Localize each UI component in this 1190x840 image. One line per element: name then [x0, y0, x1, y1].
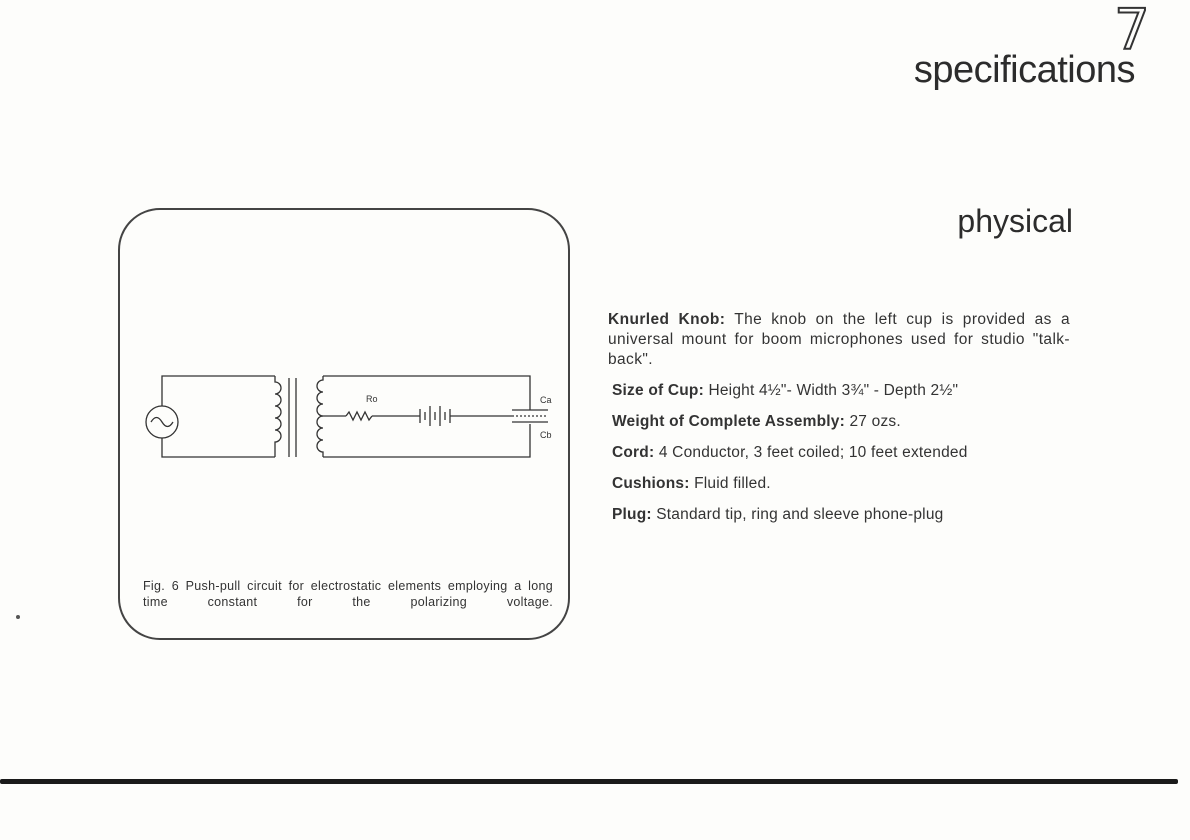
spec-label: Knurled Knob:	[608, 311, 726, 328]
figure-caption: Fig. 6 Push-pull circuit for electrostatic elements employing a long time constant for the polarizing voltage.	[143, 579, 553, 609]
spec-value: Height 4½"- Width 3¾" - Depth 2½"	[708, 382, 959, 399]
spec-value: Standard tip, ring and sleeve phone-plug	[656, 506, 944, 523]
spec-size-of-cup	[612, 381, 1070, 401]
spec-plug	[612, 505, 1070, 525]
resistor-ro	[346, 412, 372, 420]
section-heading: physical	[957, 203, 1073, 239]
spec-knurled-knob	[608, 310, 1070, 370]
spec-value: 4 Conductor, 3 feet coiled; 10 feet extended	[658, 444, 968, 461]
spec-cushions	[612, 474, 1070, 494]
spec-label: Weight of Complete Assembly:	[612, 413, 845, 430]
spec-value: 27 ozs.	[849, 413, 901, 430]
capacitor-b-label: Cb	[540, 430, 552, 440]
spec-label: Plug:	[612, 506, 652, 523]
specifications-list	[608, 310, 1070, 536]
push-pull-circuit-diagram	[120, 360, 580, 470]
resistor-label: Ro	[366, 394, 378, 404]
capacitor-a-label: Ca	[540, 395, 552, 405]
secondary-coil-lower	[317, 416, 323, 457]
spec-cord	[612, 443, 1070, 463]
spec-weight	[612, 412, 1070, 432]
page-heading: specifications	[913, 49, 1135, 91]
spec-label: Cushions:	[612, 475, 690, 492]
spec-label: Cord:	[612, 444, 655, 461]
spec-label: Size of Cup:	[612, 382, 704, 399]
secondary-coil-upper	[317, 376, 323, 416]
spec-value: Fluid filled.	[694, 475, 771, 492]
primary-coil	[275, 376, 281, 457]
spec-value: The knob on the left cup is provided as a universal mount for boom microphones used for studio "talk-back".	[608, 311, 1070, 368]
scan-speck	[16, 615, 20, 619]
page-number: 7	[1114, 0, 1150, 63]
bottom-rule	[0, 779, 1178, 784]
battery	[420, 406, 450, 426]
